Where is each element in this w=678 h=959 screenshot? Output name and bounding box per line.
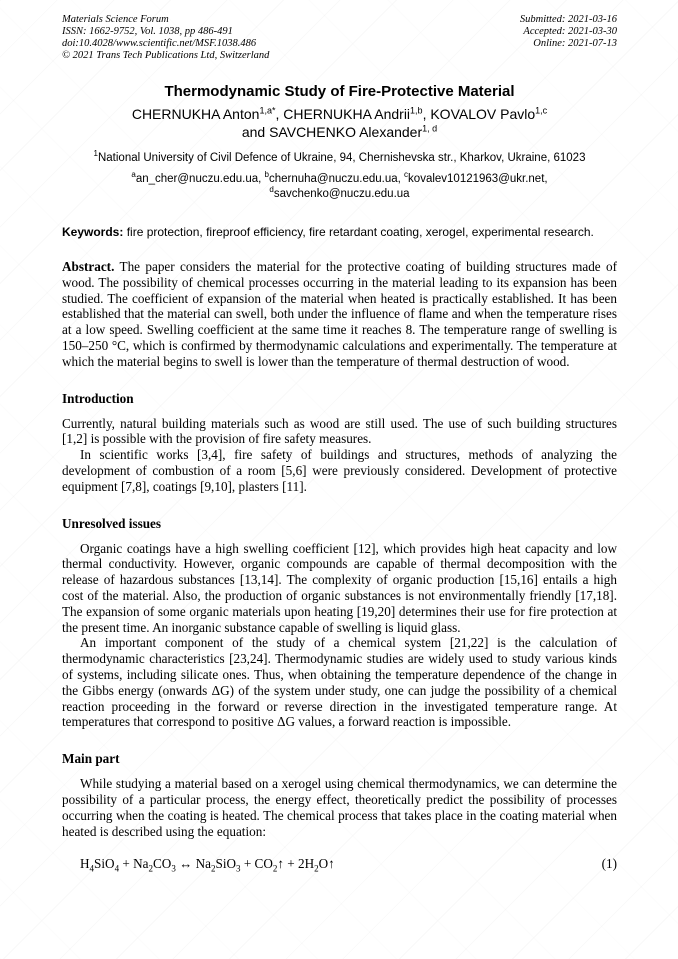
page-title: Thermodynamic Study of Fire-Protective Material [164, 83, 515, 100]
keywords-label: Keywords: [62, 225, 124, 239]
submitted-date: Submitted: 2021-03-16 [519, 14, 617, 25]
journal-info [62, 14, 269, 62]
author-emails-line-1: $^a$an_cher@nuczu.edu.ua, $^b$chernuha@nuczu.edu.ua, $^c$kovalev10121963@ukr.net, [131, 170, 548, 185]
introduction-paragraph-1: Currently, natural building materials such as wood are still used. The use of such building structures [1,2] is possible with the provision of fire safety measures. [62, 415, 617, 447]
keywords [62, 225, 617, 240]
equation-number: (1) [601, 856, 617, 872]
unresolved-issues-paragraph-1: Organic coatings have a high swelling coefficient [12], which provides high heat capacity and low thermal conductivity. However, organic compounds are capable of thermal decomposition with the release of hazardous substances [13,14]. The complexity of organic production [15,16] entails a high cost of the material. Also, the production of organic substances is not environmentally friendly [17,18]. The expansion of some organic materials upon heating [19,20] determines their use for fire protection at the present time. An inorganic substance capable of swelling is liquid glass. [62, 540, 617, 635]
equation-1 [62, 856, 617, 872]
author-emails-line-2: $^d$savchenko@nuczu.edu.ua [269, 185, 410, 200]
abstract-text: The paper considers the material for the protective coating of building structures made of wood. The possibility of chemical processes occurring in the material leading to its expansion has been studied. The coefficient of expansion of the material when heated is practically established. It has been established that the material can swell, both under the influence of flame and when the temperature rises at a low speed. Swelling coefficient at the same time it reaches 8. The temperature range of swelling is 150–250 °C, which is confirmed by thermodynamic calculations and experimentally. The temperature at which the material begins to swell is lower than the temperature of thermal destruction of wood. [62, 259, 617, 369]
section-heading-introduction: Introduction [62, 390, 134, 406]
unresolved-issues-paragraph-2: An important component of the study of a chemical system [21,22] is the calculation of thermodynamic characteristics [23,24]. Thermodynamic studies are widely used to study various kinds of systems, including silicate ones. Thus, when obtaining the temperature dependence of the change in the Gibbs energy (onwards ΔG) of the system under study, one can judge the possibility of a chemical reaction proceeding in the forward or reverse direction in the investigated temperature range. At temperatures that correspond to positive ΔG values, a forward reaction is impossible. [62, 635, 617, 730]
keywords-text: fire protection, fireproof efficiency, fire retardant coating, xerogel, experimental research. [126, 225, 594, 239]
introduction-paragraph-2: In scientific works [3,4], fire safety of buildings and structures, methods of analyzing the development of combustion of a room [5,6] were previously considered. Development of protective equipment [7,8], coatings [9,10], plasters [11]. [62, 447, 617, 494]
journal-issn-volume: ISSN: 1662-9752, Vol. 1038, pp 486-491 [62, 26, 233, 37]
authors-line-1: CHERNUKHA Anton$^{1,a*}$, CHERNUKHA Andrii$^{1,b}$, KOVALOV Pavlo$^{1,c}$ [131, 105, 548, 122]
submission-dates [520, 14, 617, 62]
journal-doi: doi:10.4028/www.scientific.net/MSF.1038.486 [62, 38, 257, 49]
journal-copyright: © 2021 Trans Tech Publications Ltd, Switzerland [62, 50, 270, 61]
online-date: Online: 2021-07-13 [533, 38, 617, 49]
publication-header [62, 14, 617, 62]
accepted-date: Accepted: 2021-03-30 [523, 26, 617, 37]
authors-line-2: and SAVCHENKO Alexander$^{1, d}$ [241, 123, 438, 140]
abstract [62, 259, 617, 370]
affiliation: $^1$National University of Civil Defence of Ukraine, 94, Chernishevska str., Kharkov, Ukraine, 61023 [93, 149, 586, 164]
section-heading-main-part: Main part [62, 751, 120, 767]
abstract-label: Abstract. [62, 259, 115, 274]
section-heading-unresolved-issues: Unresolved issues [62, 515, 162, 531]
main-part-paragraph-1: While studying a material based on a xerogel using chemical thermodynamics, we can determine the possibility of a particular process, the energy effect, theoretically predict the possibility of processes occurring when the coating is heated. The chemical process that takes place in the coating material when heated is described using the equation: [62, 776, 617, 839]
equation-formula: $H_4SiO_4 + Na_2CO_3$ ↔ $Na_2SiO_3$ + $CO_2↑$ + $2H_2O↑$ [80, 856, 335, 874]
journal-name: Materials Science Forum [62, 14, 169, 25]
